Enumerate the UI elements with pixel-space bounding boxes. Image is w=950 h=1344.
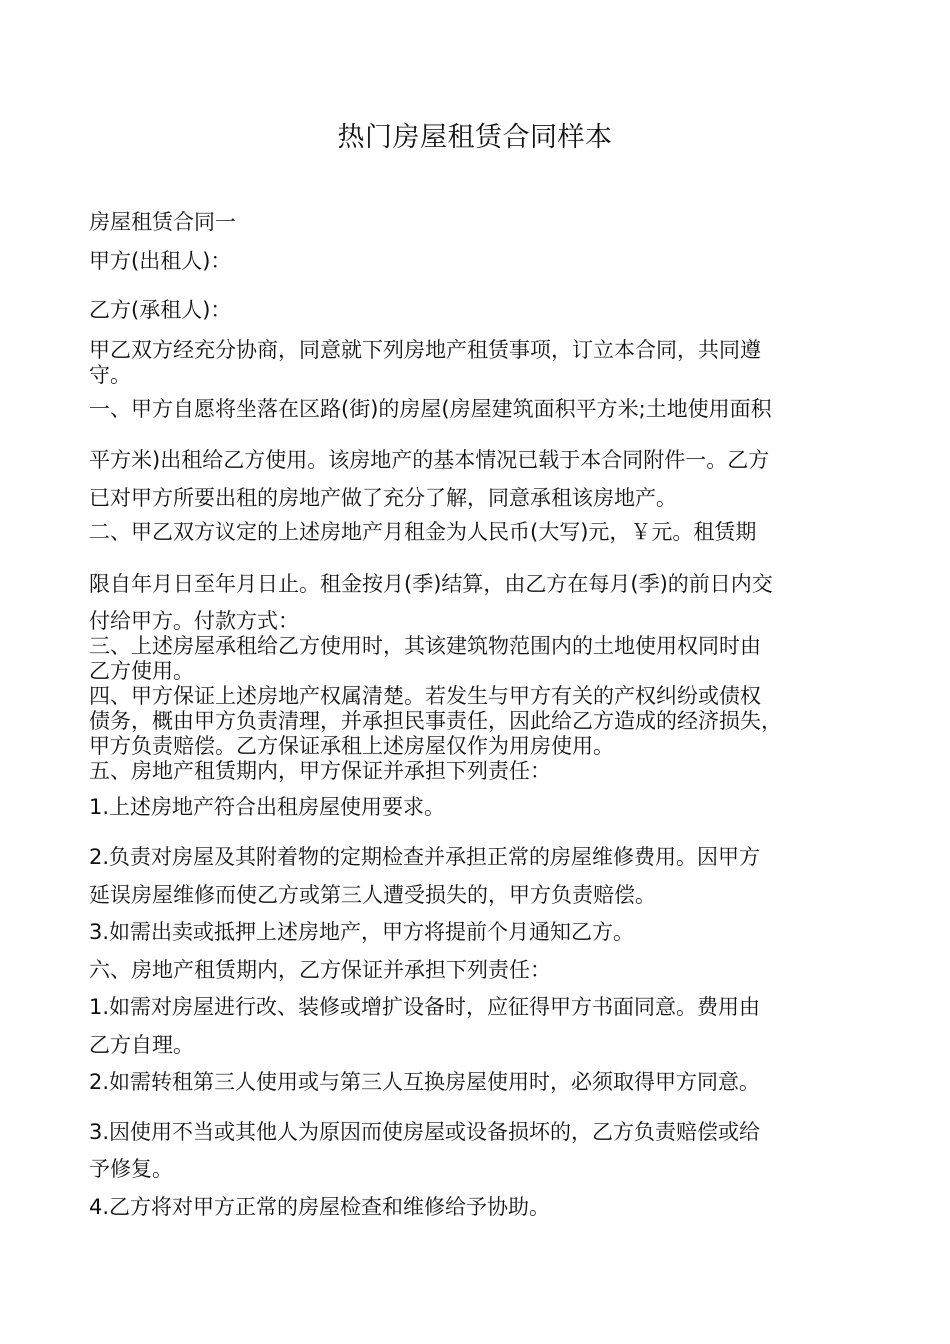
clause-6-item-2: 2.如需转租第三人使用或与第三人互换房屋使用时，必须取得甲方同意。 bbox=[89, 1070, 761, 1094]
clause-6-item-4: 4.乙方将对甲方正常的房屋检查和维修给予协助。 bbox=[89, 1195, 551, 1219]
contract-heading: 房屋租赁合同一 bbox=[89, 210, 236, 234]
clause-4-line-1: 四、甲方保证上述房地产权属清楚。若发生与甲方有关的产权纠纷或债权 bbox=[89, 684, 761, 708]
clause-1-line-2: 平方米)出租给乙方使用。该房地产的基本情况已载于本合同附件一。乙方 bbox=[89, 448, 770, 472]
clause-3-line-1: 三、上述房屋承租给乙方使用时，其该建筑物范围内的土地使用权同时由 bbox=[89, 634, 761, 658]
clause-6-item-1-line-2: 乙方自理。 bbox=[89, 1033, 194, 1057]
clause-5-item-1: 1.上述房地产符合出租房屋使用要求。 bbox=[89, 795, 446, 819]
clause-6-item-3-line-1: 3.因使用不当或其他人为原因而使房屋或设备损坏的，乙方负责赔偿或给 bbox=[89, 1120, 761, 1144]
clause-2-line-1: 二、甲乙双方议定的上述房地产月租金为人民币(大写)元，￥元。租赁期 bbox=[89, 520, 757, 544]
clause-5-heading: 五、房地产租赁期内，甲方保证并承担下列责任： bbox=[89, 759, 551, 783]
clause-6-heading: 六、房地产租赁期内，乙方保证并承担下列责任： bbox=[89, 958, 551, 982]
party-b-line: 乙方(承租人)： bbox=[89, 298, 232, 322]
clause-5-item-2-line-2: 延误房屋维修而使乙方或第三人遭受损失的，甲方负责赔偿。 bbox=[89, 883, 656, 907]
intro-paragraph-line-1: 甲乙双方经充分协商，同意就下列房地产租赁事项，订立本合同，共同遵 bbox=[89, 338, 761, 362]
clause-4-line-3: 甲方负责赔偿。乙方保证承租上述房屋仅作为用房使用。 bbox=[89, 734, 614, 758]
clause-4-line-2: 债务，概由甲方负责清理，并承担民事责任，因此给乙方造成的经济损失， bbox=[89, 709, 782, 733]
party-a-line: 甲方(出租人)： bbox=[89, 249, 232, 273]
clause-6-item-1-line-1: 1.如需对房屋进行改、装修或增扩设备时，应征得甲方书面同意。费用由 bbox=[89, 995, 761, 1019]
clause-3-line-2: 乙方使用。 bbox=[89, 659, 194, 683]
clause-5-item-2-line-1: 2.负责对房屋及其附着物的定期检查并承担正常的房屋维修费用。因甲方 bbox=[89, 845, 761, 869]
intro-paragraph-line-2: 守。 bbox=[89, 363, 131, 387]
document-title: 热门房屋租赁合同样本 bbox=[337, 122, 613, 153]
clause-2-line-3: 付给甲方。付款方式： bbox=[89, 609, 299, 633]
clause-5-item-3: 3.如需出卖或抵押上述房地产，甲方将提前个月通知乙方。 bbox=[89, 920, 635, 944]
clause-1-line-3: 已对甲方所要出租的房地产做了充分了解，同意承租该房地产。 bbox=[89, 486, 677, 510]
clause-1-line-1: 一、甲方自愿将坐落在区路(街)的房屋(房屋建筑面积平方米;土地使用面积 bbox=[89, 397, 772, 421]
clause-6-item-3-line-2: 予修复。 bbox=[89, 1157, 173, 1181]
clause-2-line-2: 限自年月日至年月日止。租金按月(季)结算，由乙方在每月(季)的前日内交 bbox=[89, 572, 773, 596]
